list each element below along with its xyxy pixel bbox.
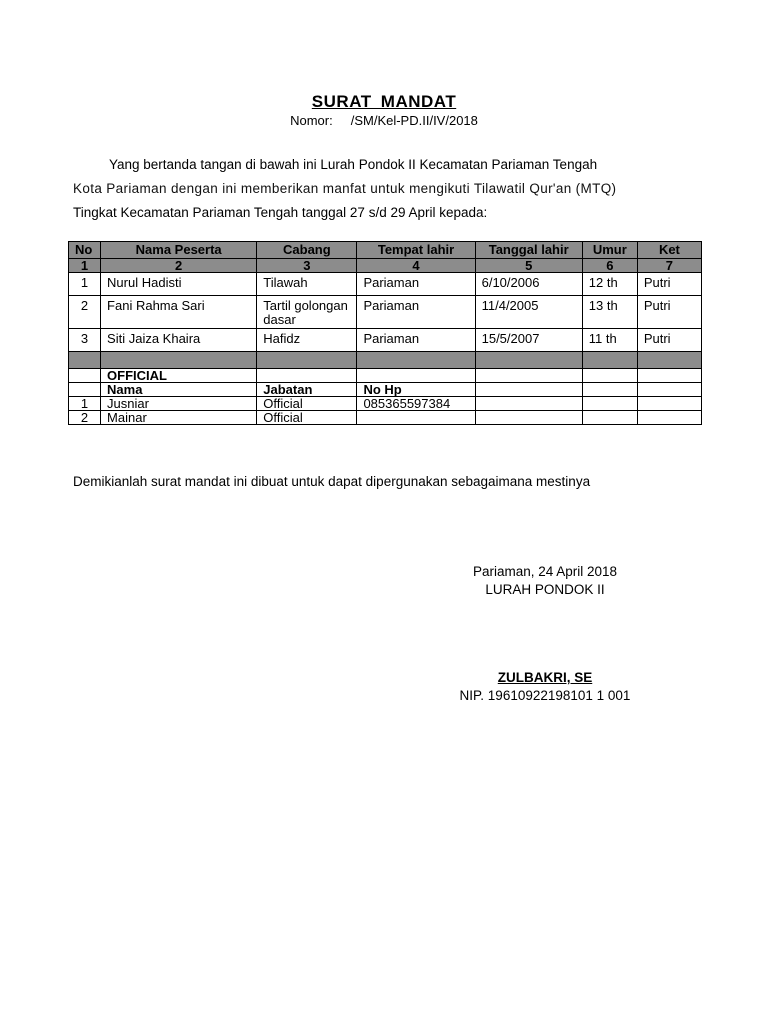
official-col-hp: No Hp (357, 383, 475, 397)
cell-ket: Putri (637, 296, 701, 329)
column-number: 5 (475, 259, 582, 273)
nomor-value: /SM/Kel-PD.II/IV/2018 (350, 113, 478, 128)
signature-header (430, 563, 660, 599)
cell-tempat: Pariaman (357, 296, 475, 329)
official-heading: OFFICIAL (101, 369, 257, 383)
intro-paragraph (73, 153, 694, 225)
document-number (0, 113, 768, 128)
official-row (69, 397, 702, 411)
intro-line-2: Kota Pariaman dengan ini memberikan manfat untuk mengikuti Tilawatil Qur'an (MTQ) (73, 181, 617, 196)
header-tanggal-lahir: Tanggal lahir (475, 242, 582, 259)
cell-tempat: Pariaman (357, 273, 475, 296)
table-row (69, 296, 702, 329)
separator-row (69, 352, 702, 369)
official-col-jabatan: Jabatan (257, 383, 357, 397)
cell-ket: Putri (637, 329, 701, 352)
header-tempat-lahir: Tempat lahir (357, 242, 475, 259)
column-number-row (69, 259, 702, 273)
column-number: 3 (257, 259, 357, 273)
cell-umur: 11 th (582, 329, 637, 352)
signer-position: LURAH PONDOK II (485, 582, 605, 597)
official-jabatan: Official (257, 411, 357, 425)
signer-name: ZULBAKRI, SE (497, 670, 593, 685)
official-header-row (69, 383, 702, 397)
signer-nip: NIP. 19610922198101 1 001 (459, 688, 631, 703)
cell-cabang: Tilawah (257, 273, 357, 296)
document-title: SURAT MANDAT (311, 92, 457, 111)
closing-statement: Demikianlah surat mandat ini dibuat untuk dapat dipergunakan sebagaimana mestinya (73, 474, 591, 489)
header-ket: Ket (637, 242, 701, 259)
column-number: 1 (69, 259, 101, 273)
official-no: 1 (69, 397, 101, 411)
place-date: Pariaman, 24 April 2018 (472, 564, 618, 579)
cell-umur: 13 th (582, 296, 637, 329)
official-no: 2 (69, 411, 101, 425)
cell-tanggal: 15/5/2007 (475, 329, 582, 352)
cell-no: 1 (69, 273, 101, 296)
column-number: 2 (101, 259, 257, 273)
column-number: 7 (637, 259, 701, 273)
official-hp (357, 411, 475, 425)
official-nama: Mainar (101, 411, 257, 425)
intro-line-3: Tingkat Kecamatan Pariaman Tengah tanggal 27 s/d 29 April kepada: (73, 205, 488, 220)
cell-tanggal: 11/4/2005 (475, 296, 582, 329)
cell-ket: Putri (637, 273, 701, 296)
official-nama: Jusniar (101, 397, 257, 411)
table-header-row (69, 242, 702, 259)
official-hp: 085365597384 (357, 397, 475, 411)
header-umur: Umur (582, 242, 637, 259)
header-cabang: Cabang (257, 242, 357, 259)
intro-line-1: Yang bertanda tangan di bawah ini Lurah Pondok II Kecamatan Pariaman Tengah (109, 157, 598, 172)
cell-nama: Siti Jaiza Khaira (101, 329, 257, 352)
official-jabatan: Official (257, 397, 357, 411)
official-col-nama: Nama (101, 383, 257, 397)
cell-nama: Fani Rahma Sari (101, 296, 257, 329)
table-row (69, 329, 702, 352)
official-row (69, 411, 702, 425)
cell-no: 2 (69, 296, 101, 329)
official-heading-row (69, 369, 702, 383)
cell-tempat: Pariaman (357, 329, 475, 352)
signature-block (430, 669, 660, 705)
cell-nama: Nurul Hadisti (101, 273, 257, 296)
cell-cabang: Hafidz (257, 329, 357, 352)
nomor-label: Nomor: (290, 113, 333, 128)
header-nama-peserta: Nama Peserta (101, 242, 257, 259)
cell-tanggal: 6/10/2006 (475, 273, 582, 296)
column-number: 6 (582, 259, 637, 273)
cell-cabang: Tartil golongan dasar (257, 296, 357, 329)
table-row (69, 273, 702, 296)
column-number: 4 (357, 259, 475, 273)
cell-umur: 12 th (582, 273, 637, 296)
header-no: No (69, 242, 101, 259)
participants-table (68, 241, 702, 425)
cell-no: 3 (69, 329, 101, 352)
